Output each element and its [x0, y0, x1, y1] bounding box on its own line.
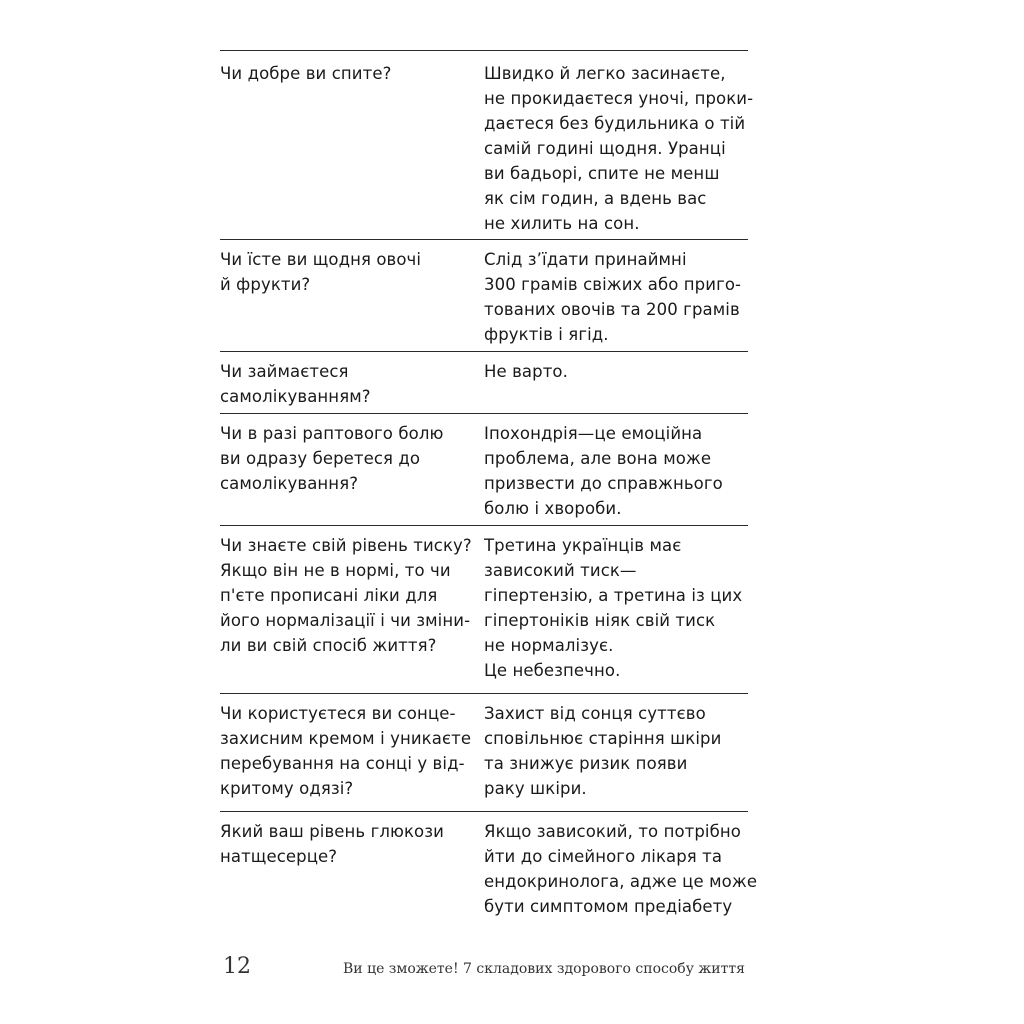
page-footer	[0, 953, 1024, 983]
question-line: Чи займаєтеся	[220, 362, 349, 381]
answer-cell	[484, 61, 754, 236]
question-line: п'єте прописані ліки для	[220, 586, 438, 605]
answer-line: Якщо зависокий, то потрібно	[484, 822, 741, 841]
question-line: Чи добре ви спите?	[220, 64, 392, 83]
question-line: ви одразу беретеся до	[220, 449, 421, 468]
table-row	[220, 50, 754, 239]
question-line: Чи знаєте свій рівень тиску?	[220, 536, 472, 555]
answer-line: як сім годин, а вдень вас	[484, 189, 707, 208]
table-row	[220, 239, 748, 351]
answer-line: та знижує ризик появи	[484, 754, 688, 773]
answer-cell	[484, 421, 748, 521]
answer-line: Захист від сонця суттєво	[484, 704, 706, 723]
answer-line: раку шкіри.	[484, 779, 587, 798]
answer-cell	[484, 533, 748, 683]
question-line: й фрукти?	[220, 275, 311, 294]
answer-cell	[484, 701, 748, 801]
table-row	[220, 413, 748, 525]
answer-line: не прокидаєтеся уночі, проки-	[484, 89, 754, 108]
answer-line: не хилить на сон.	[484, 214, 640, 233]
question-line: його нормалізації і чи зміни-	[220, 611, 471, 630]
question-line: Чи їсте ви щодня овочі	[220, 250, 422, 269]
question-cell	[220, 533, 475, 658]
question-line: ли ви свій спосіб життя?	[220, 636, 437, 655]
question-line: Який ваш рівень глюкози	[220, 822, 444, 841]
answer-line: Це небезпечно.	[484, 661, 621, 680]
answer-line: тованих овочів та 200 грамів	[484, 300, 740, 319]
question-line: критому одязі?	[220, 779, 354, 798]
question-line: перебування на сонці у від-	[220, 754, 465, 773]
answer-line: даєтеся без будильника о тій	[484, 114, 746, 133]
table-row	[220, 351, 748, 413]
table-row	[220, 525, 748, 693]
answer-line: фруктів і ягід.	[484, 325, 609, 344]
answer-line: гіпертоніків ніяк свій тиск	[484, 611, 716, 630]
answer-line: призвести до справжнього	[484, 474, 723, 493]
answer-line: болю і хвороби.	[484, 499, 622, 518]
answer-line: зависокий тиск—	[484, 561, 637, 580]
question-cell	[220, 61, 475, 86]
question-cell	[220, 819, 475, 869]
question-line: самолікуванням?	[220, 387, 371, 406]
answer-line: проблема, але вона може	[484, 449, 712, 468]
questions-table	[220, 50, 758, 926]
answer-line: йти до сімейного лікаря та	[484, 847, 723, 866]
answer-line: сповільнює старіння шкіри	[484, 729, 722, 748]
answer-line: гіпертензію, а третина із цих	[484, 586, 743, 605]
table-row	[220, 811, 758, 926]
answer-line: не нормалізує.	[484, 636, 614, 655]
running-title: Ви це зможете! 7 складових здорового способу життя	[343, 961, 745, 977]
question-line: Якщо він не в нормі, то чи	[220, 561, 451, 580]
question-cell	[220, 421, 475, 496]
table-row	[220, 693, 748, 811]
answer-line: Іпохондрія—це емоційна	[484, 424, 703, 443]
answer-line: 300 грамів свіжих або приго-	[484, 275, 742, 294]
question-cell	[220, 701, 475, 801]
answer-line: ви бадьорі, спите не менш	[484, 164, 720, 183]
question-cell	[220, 247, 475, 297]
answer-line: Третина українців має	[484, 536, 682, 555]
page-number: 12	[223, 954, 251, 979]
question-line: Чи в разі раптового болю	[220, 424, 444, 443]
answer-cell	[484, 247, 748, 347]
answer-line: ендокринолога, адже це може	[484, 872, 758, 891]
answer-line: самій годині щодня. Уранці	[484, 139, 726, 158]
answer-cell	[484, 359, 748, 384]
answer-line: бути симптомом предіабету	[484, 897, 733, 916]
answer-line: Не варто.	[484, 362, 568, 381]
answer-line: Швидко й легко засинаєте,	[484, 64, 726, 83]
question-line: натщесерце?	[220, 847, 338, 866]
question-cell	[220, 359, 475, 409]
question-line: захисним кремом і уникаєте	[220, 729, 472, 748]
answer-line: Слід з’їдати принаймні	[484, 250, 687, 269]
question-line: Чи користуєтеся ви сонце-	[220, 704, 456, 723]
question-line: самолікування?	[220, 474, 359, 493]
answer-cell	[484, 819, 758, 919]
